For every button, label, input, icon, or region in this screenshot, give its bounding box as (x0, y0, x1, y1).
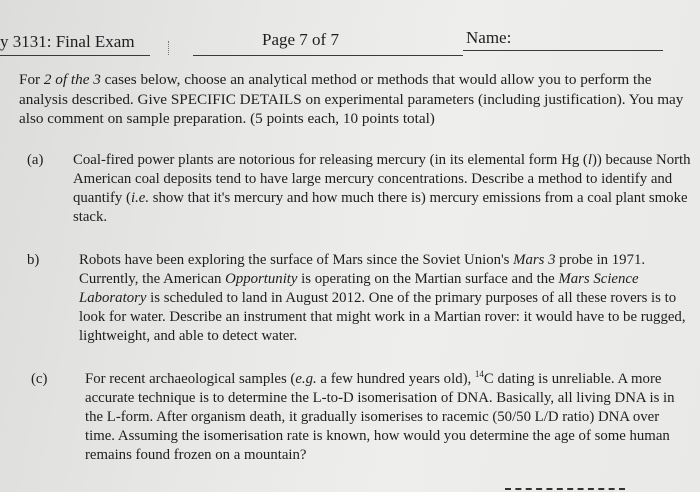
page-number: Page 7 of 7 (262, 30, 339, 49)
instructions (19, 70, 691, 129)
question-text-emphasis: Mars Science Laboratory (79, 271, 639, 306)
question-text-part: Coal-fired power plants are notorious for releasing mercury (in its elemental form Hg ( (73, 152, 588, 168)
question-text-emphasis: Mars 3 (513, 252, 556, 268)
question-text-part: show that it's mercury and how much there is) mercury emissions from a coal plant smoke stack. (73, 190, 688, 225)
question-text (79, 251, 691, 346)
instructions-text: cases below, choose an analytical method or methods that would allow you to perform the analysis described. Give SPECIFIC DETAILS on experimental parameters (including justification). You may also comment on sample preparation. (5 points each, 10 points total) (19, 71, 684, 127)
question-text-part: is operating on the Martian surface and the (297, 271, 559, 287)
name-blank-line (463, 50, 663, 51)
question-label: b) (27, 252, 40, 268)
question-text-emphasis: i.e. (130, 190, 150, 206)
name-label: Name: (466, 28, 512, 47)
header-underline-page (193, 55, 463, 56)
question-text-part: C dating is unreliable. A more accurate technique is to determine the L-to-D isomerisation of DNA. Basically, all living DNA is in the L-form. After organism death, it gradually isomerises to racemic (50/50 L/D ratio) DNA over time. Assuming the isomerisation rate is known, how would you determine the age of some human remains found frozen on a mountain? (85, 371, 675, 463)
question-text-emphasis: e.g. (295, 371, 317, 387)
question-text-part: For recent archaeological samples ( (85, 371, 296, 387)
header-underline-course (0, 55, 150, 56)
question-text-part: a few hundred years old), (316, 371, 475, 387)
question-text (85, 370, 691, 465)
page-header (0, 28, 700, 58)
instructions-emphasis: 2 of the 3 (43, 71, 101, 88)
instructions-prefix: For (19, 71, 44, 88)
question-text-emphasis: l (587, 152, 592, 168)
question-text-emphasis: Opportunity (225, 271, 298, 287)
question-text-part: Robots have been exploring the surface of Mars since the Soviet Union's (79, 252, 514, 268)
header-divider (168, 41, 181, 55)
question-text-part: is scheduled to land in August 2012. One of the primary purposes of all these rovers is to look for water. Describe an instrument that might work in a Martian rover: it would have to be rugged, lightweight, and able to detect water. (79, 290, 686, 344)
question-label: (c) (31, 371, 48, 387)
footer-dashed-line (505, 488, 625, 492)
course-title: y 3131: Final Exam (0, 32, 135, 51)
question-text (73, 151, 691, 227)
question-text-part: probe in 1971. Currently, the American (79, 252, 646, 287)
question-label: (a) (27, 152, 44, 168)
question-text-part: )) because North American coal deposits tend to have large mercury concentrations. Describe a method to identify and quantify ( (73, 152, 691, 206)
superscript-isotope: 14 (474, 369, 484, 380)
